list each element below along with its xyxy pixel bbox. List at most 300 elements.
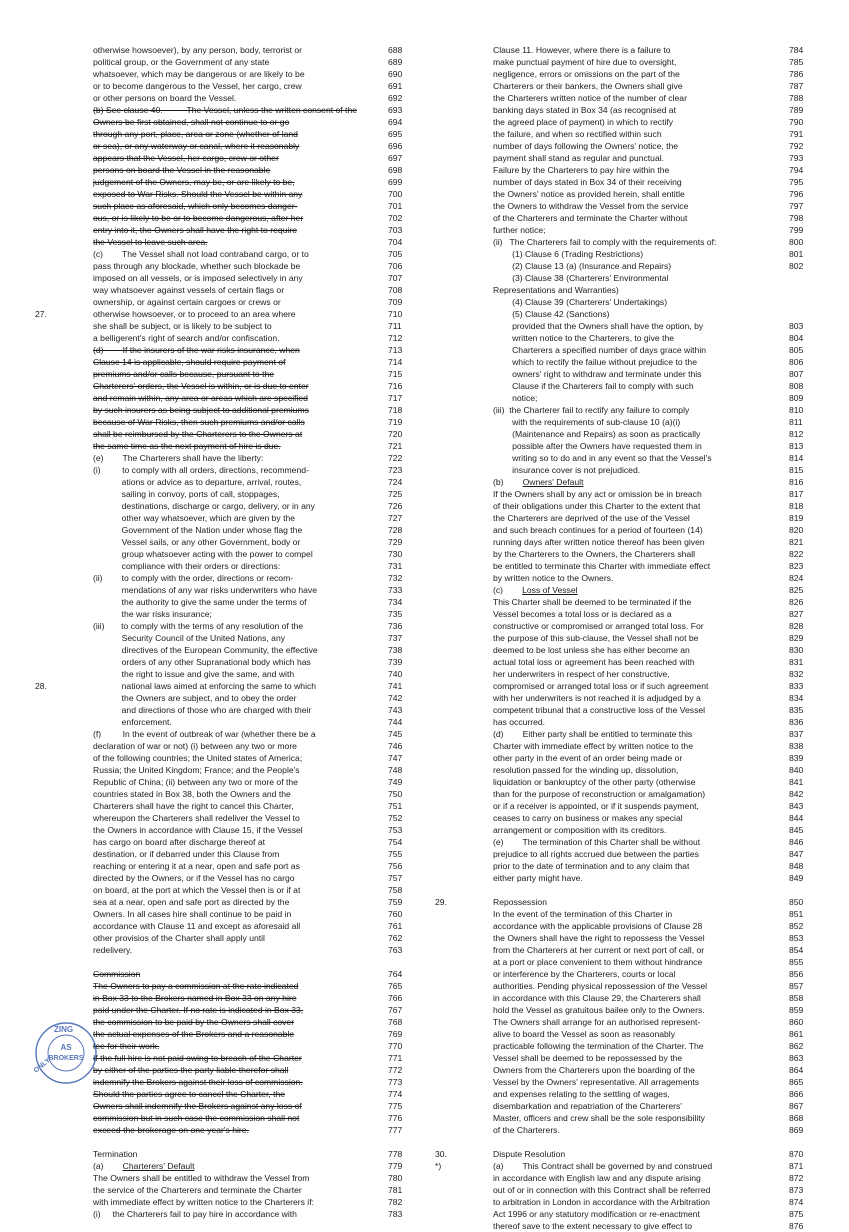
line-number: 740	[388, 669, 403, 679]
line-number: 845	[789, 825, 804, 835]
text-line: the war risks insurance;	[93, 609, 212, 619]
text-line: provided that the Owners shall have the option, by	[493, 321, 704, 331]
line-number: 778	[388, 1149, 403, 1159]
clause-number: 28.	[35, 681, 47, 691]
line-number: 743	[388, 705, 403, 715]
text-line: and such breach continues for a period of fourteen (14)	[493, 525, 703, 535]
line-number: 787	[789, 81, 804, 91]
line-number: 847	[789, 849, 804, 859]
line-number: 738	[388, 645, 403, 655]
line-number: 866	[789, 1089, 804, 1099]
text-line: indemnify the Brokers against their loss of commission.	[93, 1077, 303, 1087]
line-number: 768	[388, 1017, 403, 1027]
text-line: whereupon the Charterers shall redeliver the Vessel to	[93, 813, 300, 823]
text-line: or if a receiver is appointed, or if it suspends payment,	[493, 801, 699, 811]
text-line: in Box 33 to the Brokers named in Box 33 on any hire	[93, 993, 297, 1003]
line-number: 696	[388, 141, 403, 151]
line-number: 745	[388, 729, 403, 739]
line-number: 785	[789, 57, 804, 67]
text-line: because of War Risks, then such premiums and/or calls	[93, 417, 305, 427]
line-number: 734	[388, 597, 403, 607]
text-line: or interference by the Charterers, courts or local	[493, 969, 676, 979]
line-number: 760	[388, 909, 403, 919]
text-line: the Owners in accordance with Clause 15, if the Vessel	[93, 825, 303, 835]
line-number: 690	[388, 69, 403, 79]
line-number: 792	[789, 141, 804, 151]
line-number: 702	[388, 213, 403, 223]
text-line: be entitled to terminate this Charter with immediate effect	[493, 561, 711, 571]
text-line: which to rectify the failue without prejudice to the	[493, 357, 697, 367]
text-line: in accordance with English law and any dispute arising	[493, 1173, 701, 1183]
text-line: deemed to be lost unless she has either become an	[493, 645, 690, 655]
text-line: Clause 11. However, where there is a failure to	[493, 45, 671, 55]
line-number: 732	[388, 573, 403, 583]
line-number: 835	[789, 705, 804, 715]
text-line: the commission to be paid by the Owners shall cover	[93, 1017, 295, 1027]
line-number: 786	[789, 69, 804, 79]
text-line: compromised or arranged total loss or if such agreement	[493, 681, 709, 691]
line-number: 793	[789, 153, 804, 163]
line-number: 783	[388, 1209, 403, 1219]
line-number: 746	[388, 741, 403, 751]
text-line: constructive or compromised or arranged total loss. For	[493, 621, 704, 631]
line-number: 860	[789, 1017, 804, 1027]
line-number: 714	[388, 357, 403, 367]
line-number: 833	[789, 681, 804, 691]
line-number: 704	[388, 237, 403, 247]
line-number: 844	[789, 813, 804, 823]
text-line: notice;	[493, 393, 538, 403]
stamp-text-as: AS	[60, 1043, 72, 1052]
line-number: 701	[388, 201, 403, 211]
text-line: directives of the European Community, the effective	[93, 645, 318, 655]
text-line: prior to the date of termination and to any claim that	[493, 861, 690, 871]
text-line	[493, 584, 751, 596]
line-number: 832	[789, 669, 804, 679]
stamp-text-only: ONLY	[32, 1057, 52, 1075]
line-number: 872	[789, 1173, 804, 1183]
text-line: accordance with the applicable provisions of Clause 28	[493, 921, 703, 931]
text-line: (5) Clause 42 (Sanctions)	[493, 309, 610, 319]
text-line: the actual expenses of the Brokers and a reasonable	[93, 1029, 295, 1039]
line-number: 788	[789, 93, 804, 103]
text-line: reaching or entering it at a near, open and safe port as	[93, 861, 300, 871]
line-number: 821	[789, 537, 804, 547]
text-line: through any port, place, area or zone (whether of land	[93, 129, 298, 139]
line-number: 865	[789, 1077, 804, 1087]
text-line: accordance with Clause 11 and except as aforesaid all	[93, 921, 301, 931]
line-number: 861	[789, 1029, 804, 1039]
line-number: 842	[789, 789, 804, 799]
line-number: 818	[789, 501, 804, 511]
line-number: 759	[388, 897, 403, 907]
text-line: arrangement or composition with its creditors.	[493, 825, 667, 835]
line-number: 703	[388, 225, 403, 235]
text-line: Charterers shall have the right to cancel this Charter,	[93, 801, 294, 811]
line-number: 859	[789, 1005, 804, 1015]
line-number: 848	[789, 861, 804, 871]
text-line: Representations and Warranties)	[493, 285, 619, 295]
text-line: the purpose of this sub-clause, the Vessel shall not be	[493, 633, 699, 643]
text-line: (e) The Charterers shall have the liberty:	[93, 453, 264, 463]
text-line: shall be reimbursed by the Charterers to the Owners at	[93, 429, 303, 439]
line-number: 756	[388, 861, 403, 871]
text-line	[493, 884, 751, 896]
text-line: by written notice to the Owners.	[493, 573, 614, 583]
text-line: Master, officers and crew shall be the sole responsibility	[493, 1113, 705, 1123]
line-number: 721	[388, 441, 403, 451]
line-number: 853	[789, 933, 804, 943]
text-line: to arbitration in London in accordance with the Arbitration	[493, 1197, 710, 1207]
line-number: 762	[388, 933, 403, 943]
text-line: persons on board the Vessel in the reasonable	[93, 165, 271, 175]
text-line: Vessel becomes a total loss or is declared as a	[493, 609, 672, 619]
text-line: whatsoever, which may be dangerous or are likely to be	[93, 69, 305, 79]
text-line: Charterers a specified number of days grace within	[493, 345, 707, 355]
line-number: 723	[388, 465, 403, 475]
line-number: 754	[388, 837, 403, 847]
text-line: Commission	[93, 969, 141, 979]
line-number: 852	[789, 921, 804, 931]
line-number: 735	[388, 609, 403, 619]
text-line: (iii) the Charterer fail to rectify any failure to comply	[493, 405, 690, 415]
line-number: 849	[789, 873, 804, 883]
line-number: 789	[789, 105, 804, 115]
text-line: written notice to the Charterers, to give the	[493, 333, 675, 343]
text-line: (3) Clause 38 (Charterers' Environmental	[493, 273, 669, 283]
text-line: Owners. In all cases hire shall continue to be paid in	[93, 909, 292, 919]
line-number: 758	[388, 885, 403, 895]
text-line: If the Owners shall by any act or omission be in breach	[493, 489, 702, 499]
text-line: thereof save to the extent necessary to give effect to	[493, 1221, 693, 1231]
line-number: 709	[388, 297, 403, 307]
line-number: 706	[388, 261, 403, 271]
text-line: on board, at the port at which the Vessel then is or if at	[93, 885, 301, 895]
line-number: 724	[388, 477, 403, 487]
text-line: writing so to do and in any event so that the Vessel's	[493, 453, 712, 463]
line-number: 851	[789, 909, 804, 919]
text-line: liquidation or bankruptcy of the other party (otherwise	[493, 777, 696, 787]
line-number: 770	[388, 1041, 403, 1051]
line-number: 731	[388, 561, 403, 571]
line-number: 693	[388, 105, 403, 115]
line-number: 799	[789, 225, 804, 235]
text-line: owners' right to withdraw and terminate under this	[493, 369, 702, 379]
line-number: 841	[789, 777, 804, 787]
line-number: 771	[388, 1053, 403, 1063]
line-number: 764	[388, 969, 403, 979]
line-number: 752	[388, 813, 403, 823]
line-number: 694	[388, 117, 403, 127]
text-line: other provisios of the Charter shall apply until	[93, 933, 265, 943]
line-number: 737	[388, 633, 403, 643]
line-number: 837	[789, 729, 804, 739]
line-number: 807	[789, 369, 804, 379]
line-number: 695	[388, 129, 403, 139]
text-line: mendations of any war risks underwriters who have	[93, 585, 318, 595]
text-line: national laws aimed at enforcing the same to which	[93, 681, 317, 691]
line-number: 776	[388, 1113, 403, 1123]
text-line: Vessel sails, or any other Government, body or	[93, 537, 301, 547]
line-number: 729	[388, 537, 403, 547]
line-number: 722	[388, 453, 403, 463]
text-line: running days after written notice thereof has been given	[493, 537, 705, 547]
line-number: 827	[789, 609, 804, 619]
text-line: at a port or place convenient to them without hindrance	[493, 957, 703, 967]
line-number: 822	[789, 549, 804, 559]
stamp-inner-ring	[48, 1035, 84, 1071]
line-number: 698	[388, 165, 403, 175]
text-line: Vessel shall be deemed to be repossessed by the	[493, 1053, 683, 1063]
line-number: 815	[789, 465, 804, 475]
text-line: (ii) The Charterers fail to comply with the requirements of:	[493, 237, 717, 247]
text-line: (d) If the insurers of the war risks insurance, when	[93, 345, 300, 355]
line-number: 766	[388, 993, 403, 1003]
clause-number: *)	[435, 1161, 442, 1171]
line-number: 873	[789, 1185, 804, 1195]
text-line: (4) Clause 39 (Charterers' Undertakings)	[493, 297, 668, 307]
line-number: 828	[789, 621, 804, 631]
line-number: 829	[789, 633, 804, 643]
brokers-stamp	[24, 1015, 114, 1087]
text-line: premiums and/or calls because, pursuant to the	[93, 369, 275, 379]
line-number: 791	[789, 129, 804, 139]
line-number: 808	[789, 381, 804, 391]
line-number: 716	[388, 381, 403, 391]
line-number: 850	[789, 897, 804, 907]
line-number: 805	[789, 345, 804, 355]
line-number: 843	[789, 801, 804, 811]
text-line: with the requirements of sub-clause 10 (a)(i)	[493, 417, 681, 427]
text-line: disembarkation and repatriation of the Charterers'	[493, 1101, 682, 1111]
text-line: Act 1996 or any statutory modification or re-enactment	[493, 1209, 700, 1219]
line-number: 713	[388, 345, 403, 355]
text-line: enforcement.	[93, 717, 172, 727]
text-line: make punctual payment of hire due to oversight,	[493, 57, 677, 67]
line-number: 817	[789, 489, 804, 499]
stamp-text-brokers: BROKERS	[48, 1055, 84, 1062]
line-number: 871	[789, 1161, 804, 1171]
line-number: 846	[789, 837, 804, 847]
text-line: declaration of war or not) (i) between any two or more	[93, 741, 297, 751]
text-line: (i) to comply with all orders, directions, recommend-	[93, 465, 309, 475]
text-line: the Charterers written notice of the number of clear	[493, 93, 687, 103]
line-number: 699	[388, 177, 403, 187]
text-line: either party might have.	[493, 873, 583, 883]
line-number: 819	[789, 513, 804, 523]
line-number: 710	[388, 309, 403, 319]
text-line: Clause if the Charterers fail to comply with such	[493, 381, 694, 391]
text-line: ownership, or against certain cargoes or crews or	[93, 297, 281, 307]
text-line: has cargo on board after discharge thereof at	[93, 837, 265, 847]
line-number: 834	[789, 693, 804, 703]
text-line: (Maintenance and Repairs) as soon as practically	[493, 429, 701, 439]
text-line: the service of the Charterers and terminate the Charter	[93, 1185, 302, 1195]
line-number: 858	[789, 993, 804, 1003]
text-line: Should the parties agree to cancel the Charter, the	[93, 1089, 286, 1099]
text-line: The Owners to pay a commission at the rate indicated	[93, 981, 299, 991]
text-line: she shall be subject, or is likely to be subject to	[93, 321, 272, 331]
text-line: with her underwriters is not reached it is adjudged by a	[493, 693, 701, 703]
text-line: (i) the Charterers fail to pay hire in accordance with	[93, 1209, 297, 1219]
clause-number: 29.	[435, 897, 447, 907]
line-number: 802	[789, 261, 804, 271]
text-line: Dispute Resolution	[493, 1149, 566, 1159]
line-number: 840	[789, 765, 804, 775]
line-number: 772	[388, 1065, 403, 1075]
text-line: directed by the Owners, or if the Vessel has no cargo	[93, 873, 295, 883]
line-number: 876	[789, 1221, 804, 1231]
line-number: 688	[388, 45, 403, 55]
text-line: actual total loss or agreement has been reached with	[493, 657, 695, 667]
line-number: 777	[388, 1125, 403, 1135]
line-number: 809	[789, 393, 804, 403]
text-line: the failure, and when so rectified within such	[493, 129, 662, 139]
text-line: a belligerent's right of search and/or confiscation.	[93, 333, 280, 343]
text-line: prejudice to all rights accrued due between the parties	[493, 849, 699, 859]
line-number: 773	[388, 1077, 403, 1087]
text-line: other party in the event of an order being made or	[493, 753, 683, 763]
line-number: 826	[789, 597, 804, 607]
line-number: 733	[388, 585, 403, 595]
line-number: 726	[388, 501, 403, 511]
text-line: Charter with immediate effect by written notice to the	[493, 741, 693, 751]
line-number: 794	[789, 165, 804, 175]
line-number: 700	[388, 189, 403, 199]
line-number: 739	[388, 657, 403, 667]
text-line: payment shall stand as regular and punctual.	[493, 153, 665, 163]
text-line: compliance with their orders or directions:	[93, 561, 281, 571]
line-number: 869	[789, 1125, 804, 1135]
line-number: 711	[388, 321, 402, 331]
text-line: by the Charterers to the Owners, the Charterers shall	[493, 549, 696, 559]
text-line: number of days following the Owners' notice, the	[493, 141, 679, 151]
text-line: redelivery.	[93, 945, 133, 955]
text-line: ous, or is likely to be or to become dangerous, after her	[93, 213, 304, 223]
text-line: (ii) to comply with the order, directions or recom-	[93, 573, 294, 583]
text-line: (a) This Contract shall be governed by and construed	[493, 1161, 713, 1171]
line-number: 814	[789, 453, 804, 463]
text-line: sailing in convoy, ports of call, stoppages,	[93, 489, 280, 499]
line-number: 720	[388, 429, 403, 439]
text-line: Owners be first obtained, shall not continue to or go	[93, 117, 290, 127]
line-number: 749	[388, 777, 403, 787]
text-line: with immediate effect by written notice to the Charterers if:	[93, 1197, 314, 1207]
line-number: 774	[388, 1089, 403, 1099]
text-line: other way whatsoever, which are given by the	[93, 513, 296, 523]
text-line: or other persons on board the Vessel.	[93, 93, 237, 103]
text-line: alive to board the Vessel as soon as reasonably	[493, 1029, 676, 1039]
text-line: the Owners to withdraw the Vessel from the service	[493, 201, 689, 211]
text-line: number of days stated in Box 34 of their receiving	[493, 177, 682, 187]
text-line: of the Charterers and terminate the Charter without	[493, 213, 688, 223]
line-number: 824	[789, 573, 804, 583]
text-line: The Owners shall arrange for an authorised represent-	[493, 1017, 701, 1027]
clause-number: 27.	[35, 309, 47, 319]
line-number: 725	[388, 489, 403, 499]
text-line: hold the Vessel as gratuitous bailee only to the Owners.	[493, 1005, 705, 1015]
text-line: Vessel by the Owners' representative. All arragements	[493, 1077, 700, 1087]
text-line: (d) Either party shall be entitled to terminate this	[493, 729, 693, 739]
text-line: Republic of China; (ii) between any two or more of the	[93, 777, 298, 787]
line-number: 769	[388, 1029, 403, 1039]
text-line: of the Charterers.	[493, 1125, 560, 1135]
line-number: 736	[388, 621, 403, 631]
line-number: 816	[789, 477, 804, 487]
text-line: the same time as the next payment of hire is due.	[93, 441, 281, 451]
sub-clause-heading: Owners' Default	[522, 477, 584, 487]
line-number: 755	[388, 849, 403, 859]
text-line: resolution passed for the winding up, dissolution,	[493, 765, 679, 775]
line-number: 730	[388, 549, 403, 559]
text-line: (iii) to comply with the terms of any resolution of the	[93, 621, 304, 631]
sub-clause-heading: Charterers' Default	[122, 1161, 195, 1171]
line-number: 719	[388, 417, 403, 427]
line-number: 692	[388, 93, 403, 103]
text-line: the Vessel to leave such area.	[93, 237, 208, 247]
text-line: judgement of the Owners, may be, or are likely to be,	[93, 177, 295, 187]
line-number: 801	[789, 249, 804, 259]
text-line: by either of the parties the party liable therefor shall	[93, 1065, 289, 1075]
text-line: Clause 14 is applicable, should require payment of	[93, 357, 286, 367]
line-number: 708	[388, 285, 403, 295]
line-number: 750	[388, 789, 403, 799]
line-number: 798	[789, 213, 804, 223]
text-line: pass through any blockade, whether such blockade be	[93, 261, 301, 271]
text-line: or sea), or any waterway or canal, where it reasonably	[93, 141, 300, 151]
text-line: Termination	[93, 1149, 138, 1159]
text-line: (b) See clause 40. The Vessel, unless the written consent of the	[93, 105, 358, 115]
text-line: the Owners' notice as provided herein, shall entitle	[493, 189, 685, 199]
line-number: 763	[388, 945, 403, 955]
stamp-text-top: ZING	[54, 1025, 74, 1034]
line-number: 831	[789, 657, 804, 667]
text-line: the agreed place of payment) in which to rectify	[493, 117, 674, 127]
text-line: The Owners shall be entitled to withdraw the Vessel from	[93, 1173, 310, 1183]
line-number: 753	[388, 825, 403, 835]
text-line	[93, 1160, 358, 1172]
text-line: fee for their work.	[93, 1041, 160, 1051]
line-number: 705	[388, 249, 403, 259]
line-number: 855	[789, 957, 804, 967]
line-number: 823	[789, 561, 804, 571]
text-line: imposed on all vessels, or is imposed selectively in any	[93, 273, 303, 283]
line-number: 767	[388, 1005, 403, 1015]
text-line: possible after the Owners have requested them in	[493, 441, 702, 451]
line-number: 741	[388, 681, 403, 691]
text-line: exposed to War Risks. Should the Vessel be within any	[93, 189, 303, 199]
text-line: (c) The Vessel shall not load contraband cargo, or to	[93, 249, 309, 259]
sub-clause-heading: Loss of Vessel	[522, 585, 578, 595]
line-number: 712	[388, 333, 403, 343]
text-line: appears that the Vessel, her cargo, crew or other	[93, 153, 279, 163]
text-line: entry into it, the Owners shall have the right to require	[93, 225, 297, 235]
line-number: 813	[789, 441, 804, 451]
line-number: 718	[388, 405, 403, 415]
text-line: political group, or the Government of any state	[93, 57, 270, 67]
text-line	[493, 1136, 751, 1148]
line-number: 820	[789, 525, 804, 535]
line-number: 795	[789, 177, 804, 187]
line-number: 870	[789, 1149, 804, 1159]
text-line: Charterers or their bankers, the Owners shall give	[493, 81, 683, 91]
text-line: competent tribunal that a constructive loss of the Vessel	[493, 705, 706, 715]
text-line: Owners shall indemnify the Brokers against any loss of	[93, 1101, 302, 1111]
text-line: Failure by the Charterers to pay hire within the	[493, 165, 670, 175]
text-line: and expenses relating to the settling of wages,	[493, 1089, 670, 1099]
text-line: (f) In the event of outbreak of war (whether there be a	[93, 729, 316, 739]
text-line: exceed the brokerage on one year's hire.	[93, 1125, 249, 1135]
